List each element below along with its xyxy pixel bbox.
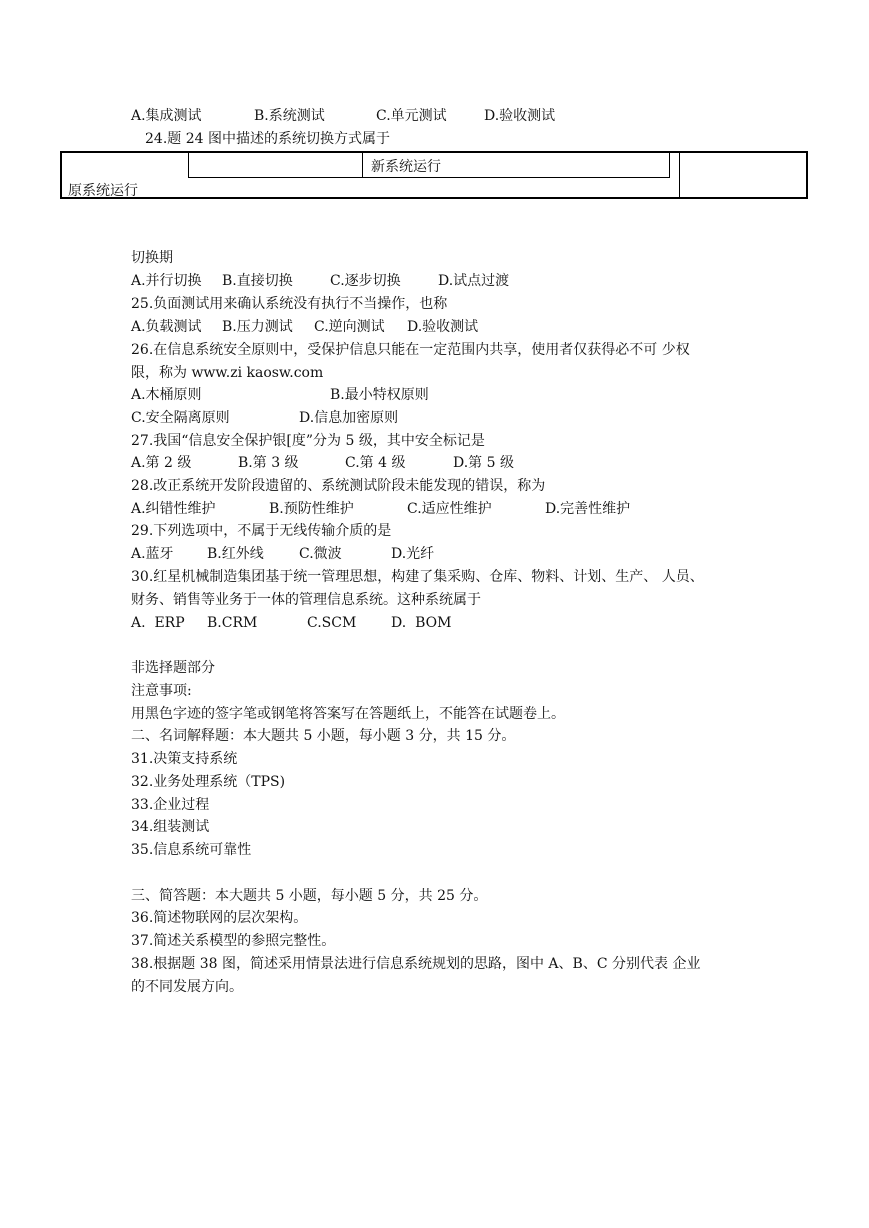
switch-period-label: 切换期 xyxy=(131,250,173,266)
q26-option-b: B.最小特权原则 xyxy=(330,387,429,403)
q25-option-d: D.验收测试 xyxy=(407,319,479,335)
new-system-label: 新系统运行 xyxy=(371,159,441,175)
q26-option-d: D.信息加密原则 xyxy=(299,410,399,426)
q25-option-a: A.负载测试 xyxy=(131,319,202,335)
q36: 36.简述物联网的层次架构。 xyxy=(131,910,308,926)
q25-stem: 25.负面测试用来确认系统没有执行不当操作，也称 xyxy=(131,296,448,312)
notes-title: 注意事项: xyxy=(131,683,192,699)
q29-option-b: B.红外线 xyxy=(207,546,264,562)
q35: 35.信息系统可靠性 xyxy=(131,842,252,858)
q30-option-c: C.SCM xyxy=(307,615,357,631)
old-system-label: 原系统运行 xyxy=(68,183,138,199)
q33: 33.企业过程 xyxy=(131,797,210,813)
section-nonchoice-title: 非选择题部分 xyxy=(131,660,215,676)
q27-option-b: B.第 3 级 xyxy=(238,455,299,471)
section2-heading: 二、名词解释题：本大题共 5 小题，每小题 3 分，共 15 分。 xyxy=(131,728,516,744)
diagram-divider xyxy=(362,153,363,177)
q37: 37.简述关系模型的参照完整性。 xyxy=(131,933,336,949)
q28-option-d: D.完善性维护 xyxy=(545,501,631,517)
q24-option-b: B.直接切换 xyxy=(222,273,293,289)
q25-option-c: C.逆向测试 xyxy=(314,319,385,335)
q30-option-a: A. ERP xyxy=(131,615,185,631)
q29-option-c: C.微波 xyxy=(299,546,342,562)
q30-option-d: D. BOM xyxy=(391,615,452,631)
q28-option-a: A.纠错性维护 xyxy=(131,501,216,517)
q31: 31.决策支持系统 xyxy=(131,751,238,767)
q29-stem: 29.下列选项中，不属于无线传输介质的是 xyxy=(131,523,392,539)
notes-text: 用黑色字迹的签字笔或钢笔将答案写在答题纸上，不能答在试题卷上。 xyxy=(131,706,565,722)
q23-option-c: C.单元测试 xyxy=(376,108,447,124)
q26-option-a: A.木桶原则 xyxy=(131,387,202,403)
q29-option-a: A.蓝牙 xyxy=(131,546,174,562)
section3-heading: 三、简答题：本大题共 5 小题，每小题 5 分，共 25 分。 xyxy=(131,888,488,904)
q26-stem-line2: 限，称为 www.zi kaosw.com xyxy=(131,365,324,381)
q38-line1: 38.根据题 38 图，简述采用情景法进行信息系统规划的思路，图中 A、B、C 分别代表 企业 xyxy=(131,956,701,972)
q24-option-c: C.逐步切换 xyxy=(330,273,401,289)
q34: 34.组装测试 xyxy=(131,819,210,835)
q28-option-c: C.适应性维护 xyxy=(407,501,492,517)
q30-option-b: B.CRM xyxy=(207,615,258,631)
q28-stem: 28.改正系统开发阶段遗留的、系统测试阶段未能发现的错误，称为 xyxy=(131,478,546,494)
q38-line2: 的不同发展方向。 xyxy=(131,979,243,995)
switchover-diagram xyxy=(60,151,808,199)
q27-option-d: D.第 5 级 xyxy=(453,455,514,471)
q26-stem-line1: 26.在信息系统安全原则中，受保护信息只能在一定范围内共享，使用者仅获得必不可 少权 xyxy=(131,342,690,358)
q29-option-d: D.光纤 xyxy=(391,546,435,562)
q32: 32.业务处理系统（TPS) xyxy=(131,774,286,790)
q28-option-b: B.预防性维护 xyxy=(269,501,354,517)
q24-stem: 24.题 24 图中描述的系统切换方式属于 xyxy=(145,131,390,147)
q30-stem-line2: 财务、销售等业务于一体的管理信息系统。这种系统属于 xyxy=(131,592,481,608)
q30-stem-line1: 30.红星机械制造集团基于统一管理思想，构建了集采购、仓库、物料、计划、生产、 人员、 xyxy=(131,569,704,585)
q27-option-c: C.第 4 级 xyxy=(345,455,406,471)
new-system-bar xyxy=(188,153,670,178)
q24-option-a: A.并行切换 xyxy=(131,273,202,289)
q23-option-b: B.系统测试 xyxy=(254,108,325,124)
q27-option-a: A.第 2 级 xyxy=(131,455,192,471)
q23-option-d: D.验收测试 xyxy=(484,108,556,124)
q26-option-c: C.安全隔离原则 xyxy=(131,410,230,426)
q27-stem: 27.我国“信息安全保护银[度”分为 5 级，其中安全标记是 xyxy=(131,433,485,449)
diagram-right-divider xyxy=(679,153,680,197)
q25-option-b: B.压力测试 xyxy=(222,319,293,335)
q23-option-a: A.集成测试 xyxy=(131,108,202,124)
q24-option-d: D.试点过渡 xyxy=(438,273,510,289)
